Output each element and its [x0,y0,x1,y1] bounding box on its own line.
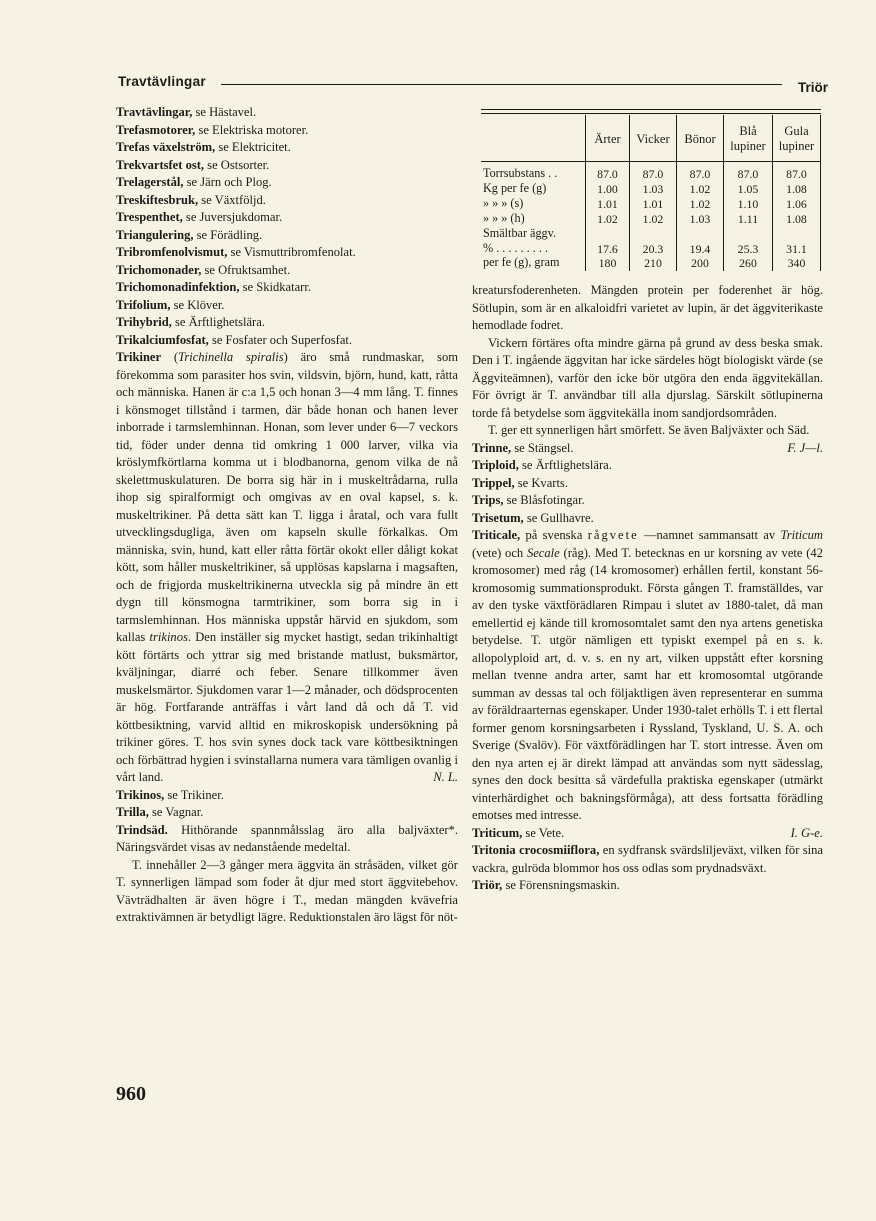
headword: Trelagerstål, [116,175,184,189]
table-cell: 1.08 [786,182,807,196]
table-cell: 260 [739,256,757,270]
entry-text: se Förädling. [193,227,263,242]
column-header: Gula lupiner [778,124,815,153]
author-signature: I. G-e. [790,825,823,840]
headword: Trichomonader, [116,262,202,277]
entry-text: se Klöver. [170,297,225,312]
table-cell: 31.1 [786,242,807,256]
headword: Trihybrid, [116,315,172,329]
entry [116,209,458,227]
table-cell: 1.10 [737,197,759,211]
entry [116,139,458,157]
headword: Trikinos, [116,787,165,802]
headword: Trekvartsfet ost, [116,157,205,172]
table-rule [481,109,821,110]
entry-text: se Skidkatarr. [239,280,311,294]
table-rule [481,161,821,162]
headword: Trefasmotorer, [116,122,196,137]
entry-text: på svenska [520,528,588,542]
table-cell: 20.3 [642,242,664,256]
row-label: per fe (g), gram [483,255,560,269]
entry-text: se Juversjukdomar. [182,210,283,224]
headword: Treskiftesbruk, [116,192,199,207]
entry-text: se Hästavel. [192,105,257,119]
entry [116,804,458,822]
headword: Tribromfenolvismut, [116,245,228,259]
entry-text: . Den inställer sig mycket hastigt, sedan trikinhaltigt kött förtärts och yttrar sig med bristande matlust, buksmärtor, kväljningar, diarré och feber. Senare tillkommer även muskelsmärtor. Sjukdomen varar 1—2 månader, och dödsprocenten är hög. Fortfarande anträffas i vårt land då och då T. vid köttbesiktning, varvid alltid en mikroskopisk undersökning på trikiner göres. T. hos svin synes dock tack vare köttbesiktningen och förbättrad hygien i svinstallarna numera vara tämligen ovanlig i vårt land. [116,630,458,784]
entry-text: se Vagnar. [148,805,204,819]
headword: Trinne, [472,440,512,455]
row-label: % . . . . . . . . . [483,241,548,255]
page-number: 960 [116,1083,146,1105]
entry [116,227,458,245]
right-column [472,282,823,895]
headword: Trippel, [472,475,515,490]
running-header [118,74,828,96]
entry-text: se Elektricitet. [215,140,291,154]
entry-text: se Järn och Plog. [183,175,272,189]
table-cell: 1.06 [786,197,807,211]
entry-text: Hithörande spannmålsslag äro alla baljväxter*. Näringsvärdet visas av nedanstående medeltal. [116,822,458,854]
spaced-term: rågvete [587,528,639,542]
table-cell: 1.00 [597,182,618,196]
table-cell: 1.02 [689,197,711,211]
scientific-name: Secale [526,545,560,560]
author-signature: F. J—l. [787,440,823,455]
table-cell: 210 [644,256,662,270]
entry-text: se Växtföljd. [198,192,266,207]
headword: Triör, [472,878,503,892]
paragraph: Vickern förtäres ofta mindre gärna på grund av dess beska smak. Den i T. ingående äggvitan har icke särdeles högt biologiskt värde (se Äggviteämnen), varför den icke bör utgöra den enda äggvitekällan. För övrigt är T. användbar till alla djurslag. Särskilt sötlupinerna torde få betydelse som äggvitekälla inom sandjordsområden. [472,335,823,420]
entry [472,510,823,528]
entry [116,279,458,297]
entry [472,492,823,510]
entry [116,297,458,315]
entry [472,877,823,895]
paragraph: kreatursfoderenheten. Mängden protein per foderenhet är hög. Sötlupin, som är en alkaloidfri varietet av lupin, är det äggviterikaste hemodlade fodret. [472,283,823,332]
author-signature: N. L. [433,770,458,784]
column-header: Blå lupiner [730,124,766,153]
table-cell: 1.05 [737,182,759,196]
scientific-name: Trichinella spiralis [178,350,284,364]
entry-text: se Ärftlighetslära. [171,315,265,329]
table-cell: 1.01 [642,197,664,211]
table-column-rule [820,115,821,271]
entry [116,244,458,262]
entry-text: se Vismuttribromfenolat. [227,245,356,259]
row-label: Kg per fe (g) [483,181,547,195]
entry [116,262,458,280]
entry [472,842,823,877]
table-cell: 1.02 [642,212,664,226]
table-cell: 1.11 [737,212,759,226]
paragraph-text: T. ger ett synnerligen hårt smörfett. Se även Baljväxter och Säd. [488,423,810,437]
headword: Travtävlingar, [116,105,193,119]
headword: Trikiner [116,350,162,364]
entry-text: ( [161,350,179,364]
table-cell: 1.01 [597,197,618,211]
table-cell: 1.08 [786,212,807,226]
header-right: Triör [797,80,828,95]
headword: Trespenthet, [116,210,183,224]
table-rule [481,113,821,114]
header-left: Travtävlingar [118,74,206,89]
header-rule [221,84,782,85]
entry-text: se Blåsfotingar. [503,493,585,507]
column-header: Bönor [684,131,716,146]
entry [116,122,458,140]
entry-text: se Stängsel. [511,440,574,455]
row-label: » » » (h) [483,211,525,225]
entry-text: se Gullhavre. [523,510,594,525]
entry [472,825,823,843]
column-header: Ärter [594,131,621,146]
headword: Triangulering, [116,227,194,242]
headword: Triploid, [472,458,519,472]
headword: Trisetum, [472,510,524,525]
table-cell: 1.02 [597,212,618,226]
row-label: » » » (s) [483,196,524,210]
headword: Trikalciumfosfat, [116,332,209,347]
entry [116,174,458,192]
entry [116,314,458,332]
headword: Trefas växelström, [116,140,216,154]
table-cell: 180 [598,256,617,270]
entry-text: se Ärftlighetslära. [518,458,612,472]
table-cell: 87.0 [737,167,759,181]
entry-text: se Vete. [522,825,565,840]
left-column [116,104,458,927]
headword: Triticum, [472,825,523,840]
entry [116,192,458,210]
table-cell: 340 [787,256,806,270]
table-cell: 1.03 [642,182,664,196]
entry [472,475,823,493]
entry-text: se Förensningsmaskin. [502,878,620,892]
row-label: Torrsubstans . . [483,166,558,180]
table-cell: 87.0 [597,167,618,181]
entry-text: se Trikiner. [164,787,224,802]
entry-text: (vete) och [472,545,527,560]
headword: Tritonia crocosmiiflora, [472,843,600,857]
entry-text: se Fosfater och Superfosfat. [208,332,353,347]
entry-text: se Kvarts. [514,475,568,490]
entry-trikiner [116,349,458,787]
table-cell: 1.02 [689,182,711,196]
entry [116,104,458,122]
column-header: Vicker [636,131,670,146]
headword: Trips, [472,493,504,507]
row-label: Smältbar äggv. [483,226,556,240]
entry-trindsad [116,822,458,857]
entry-text: ) äro små rundmaskar, som förekomma som parasiter hos svin, vildsvin, björn, hund, katt, råtta och människa. Hanen är c:a 1,5 och honan 3—4 mm lång. T. finnes i könsmoget tillstånd i tarmen, där både honan och hanen lever inborrade i tarmslemhinnan. Honan, som lever under 6—7 veckors tid, föder under denna tid omkring 1 000 larver, vilka via kröslymfkörtlarna komma ut i blodbanorna, genom vilka de nå skelettmuskulaturen. De borra sig här in i muskeltrådarna, rulla ihop sig spiralformigt och omgivas av en oval kapsel, s. k. muskeltrikiner. På detta sätt kan T. ligga i åratal, och vara fullt utvecklingsdugliga, även om kapseln skulle förkalkas. Om människa, svin, hund, katt eller råtta förtär okokt eller dåligt kokat kött, som håller muskeltrikiner, så upplösas kapslarna i magsaften, och de frigjorda muskeltrikinerna utveckla sig på mindre än ett dygn till könsmogna tarmtrikiner, som borra sig in i tarmslemhinnan. Hos människa uppstår härvid en sjukdom, som kallas [116,350,458,644]
entry [116,157,458,175]
table-cell: 1.03 [689,212,711,226]
headword: Triticale, [472,528,521,542]
table-cell: 87.0 [642,167,664,181]
headword: Trichomonadinfektion, [116,280,240,294]
term: trikinos [149,630,188,644]
table-cell: 17.6 [597,242,618,256]
entry-text: —namnet sammansatt av [638,528,781,542]
table-cell: 87.0 [786,167,807,181]
headword: Trilla, [116,805,149,819]
entry-text: en sydfransk svärdsliljeväxt, vilken för sina vackra, gulröda blommor hos oss odlas som prydnadsväxt. [472,843,823,875]
entry-triticale [472,527,823,825]
entry-text: se Ofruktsamhet. [201,262,291,277]
table-cell: 200 [691,256,709,270]
headword: Trifolium, [116,297,171,312]
entry-text: se Elektriska motorer. [195,122,309,137]
nutrition-table [481,109,821,273]
entry [472,457,823,475]
table-cell: 19.4 [689,242,711,256]
table-cell: 87.0 [689,167,711,181]
entry-text: se Ostsorter. [204,157,270,172]
paragraph: T. innehåller 2—3 gånger mera äggvita än stråsäden, vilket gör T. synnerligen lämpad som foder åt djur med stort äggvitebehov. Vävträdhalten är även högre i T., medan mängden kvävefria extraktivämnen är betydligt lägre. Reduktionstalen äro lägst för nöt- [116,857,458,924]
headword: Trindsäd. [116,822,168,837]
entry [116,787,458,805]
scientific-name: Triticum [780,528,823,542]
entry-text: (råg). Med T. betecknas en ur korsning av vete (42 kromosomer) med råg (14 kromosomer) erhållen fertil, konstant 56-kromosomig summationsprodukt. Första gången T. framställdes, var av den tyske växtförädlaren Rimpau i slutet av 1880-talet, då man emellertid ej kände till kromosomtalet samt den nya artens genetiska betydelse. T. utgör nämligen ett typiskt exempel på en s. k. allopolyploid art, d. v. s. en ny art, vilken uppstått efter korsning mellan tvenne andra arter, samt har ett kromosomtal utgörande summan av dessas tal och följaktligen även representerar en summa av föräldraarternas egenskaper. Under 1930-talet erhölls T. i ett flertal former genom korsningsarbeten i Ryssland, Tyskland, U. S. A. och Sverige (Svalöv). För växtförädlingen har T. stort intresse. Även om den nya arten ej är direkt lämpad att användas som nytt sädesslag, synes den dock besitta så värdefulla praktiska egenskaper (utmärkt vinterhärdighet och bakningsförmåga), att dess fortsatta förädling emotses med intresse. [472,545,823,822]
table-cell: 25.3 [737,242,759,256]
entry [116,332,458,350]
